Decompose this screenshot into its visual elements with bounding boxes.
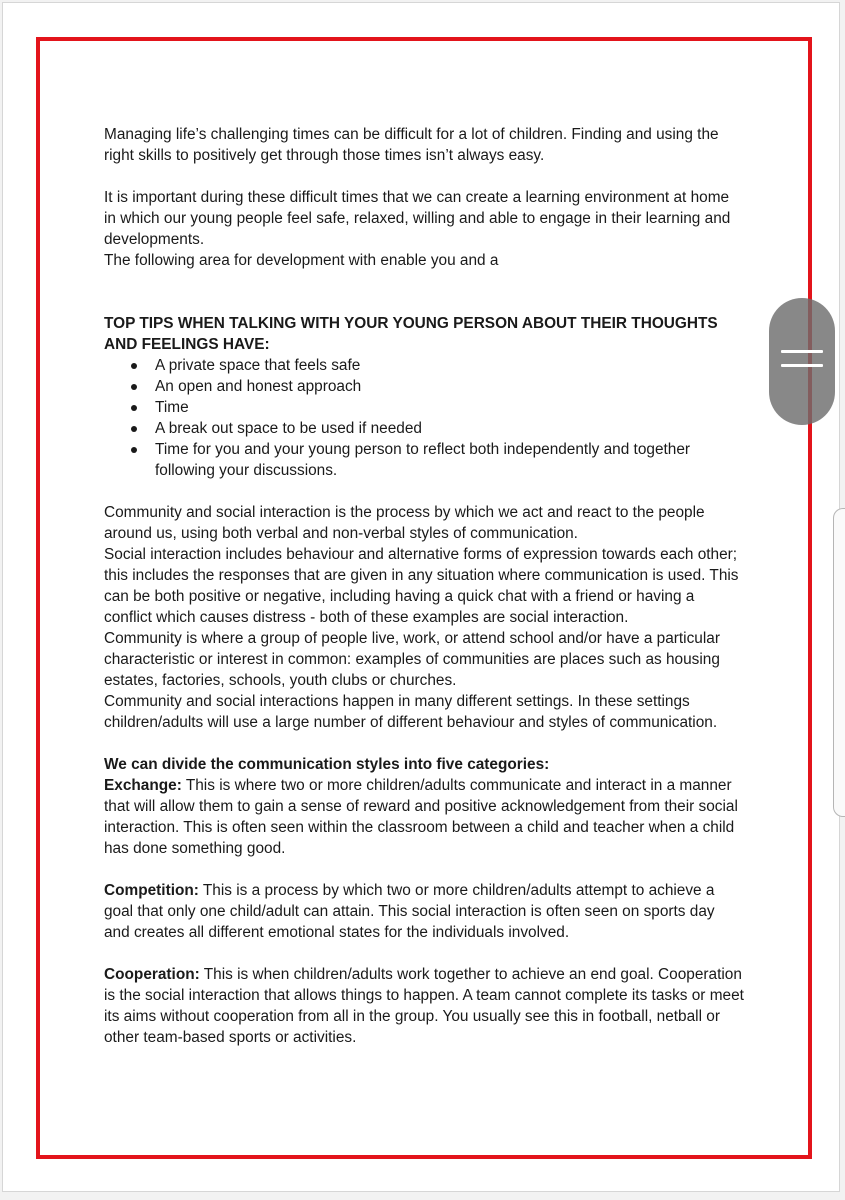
bullet-icon	[131, 363, 137, 369]
community-paragraph-4: Community and social interactions happen in many different settings. In these settings children/adults will use a large number of different behaviour and styles of communication.	[104, 693, 718, 731]
cooperation-paragraph: Cooperation: This is when children/adults work together to achieve an end goal. Cooperation is the social interaction that allows things to happen. A team cannot complete its tasks or meet its aims without cooperation from all in the group. You usually see this in football, netball or other team-based sports or activities.	[104, 966, 744, 1046]
community-paragraph-3: Community is where a group of people live, work, or attend school and/or have a particular characteristic or interest in common: examples of communities are places such as housing estates, factories, schools, youth clubs or churches.	[104, 630, 720, 689]
list-item: Time	[104, 397, 744, 418]
community-paragraph-1: Community and social interaction is the process by which we act and react to the people around us, using both verbal and non-verbal styles of communication.	[104, 504, 705, 542]
bullet-icon	[131, 384, 137, 390]
drag-handle-icon	[781, 364, 823, 367]
list-item: An open and honest approach	[104, 376, 744, 397]
side-panel-tab[interactable]	[833, 508, 845, 817]
list-item: A private space that feels safe	[104, 355, 744, 376]
tips-heading: TOP TIPS WHEN TALKING WITH YOUR YOUNG PERSON ABOUT THEIR THOUGHTS AND FEELINGS HAVE:	[104, 315, 718, 353]
document-body	[104, 124, 744, 1048]
community-paragraph-2: Social interaction includes behaviour and alternative forms of expression towards each other; this includes the responses that are given in any situation where communication is used. This can be both positive or negative, including having a quick chat with a friend or having a conflict which causes distress - both of these examples are social interaction.	[104, 546, 739, 626]
cooperation-term: Cooperation:	[104, 966, 200, 983]
drag-handle-icon	[781, 350, 823, 353]
drag-handle-button[interactable]	[769, 298, 835, 425]
bullet-icon	[131, 405, 137, 411]
bullet-icon	[131, 426, 137, 432]
tips-list	[104, 355, 744, 481]
styles-heading: We can divide the communication styles into five categories:	[104, 756, 550, 773]
exchange-term: Exchange:	[104, 777, 182, 794]
exchange-paragraph: Exchange: This is where two or more children/adults communicate and interact in a manner that will allow them to gain a sense of reward and positive acknowledgement from their social interaction. This is often seen within the classroom between a child and teacher when a child has done something good.	[104, 777, 738, 857]
list-item: Time for you and your young person to reflect both independently and together following your discussions.	[104, 439, 744, 481]
intro-paragraph-1: Managing life’s challenging times can be difficult for a lot of children. Finding and using the right skills to positively get through those times isn’t always easy.	[104, 126, 719, 164]
competition-paragraph: Competition: This is a process by which two or more children/adults attempt to achieve a goal that only one child/adult can attain. This social interaction is often seen on sports day and creates all different emotional states for the individuals involved.	[104, 882, 715, 941]
competition-term: Competition:	[104, 882, 199, 899]
intro-paragraph-2: It is important during these difficult times that we can create a learning environment at home in which our young people feel safe, relaxed, willing and able to engage in their learning and developments.	[104, 189, 731, 248]
bullet-icon	[131, 447, 137, 453]
intro-paragraph-3: The following area for development with enable you and a	[104, 252, 499, 269]
list-item: A break out space to be used if needed	[104, 418, 744, 439]
